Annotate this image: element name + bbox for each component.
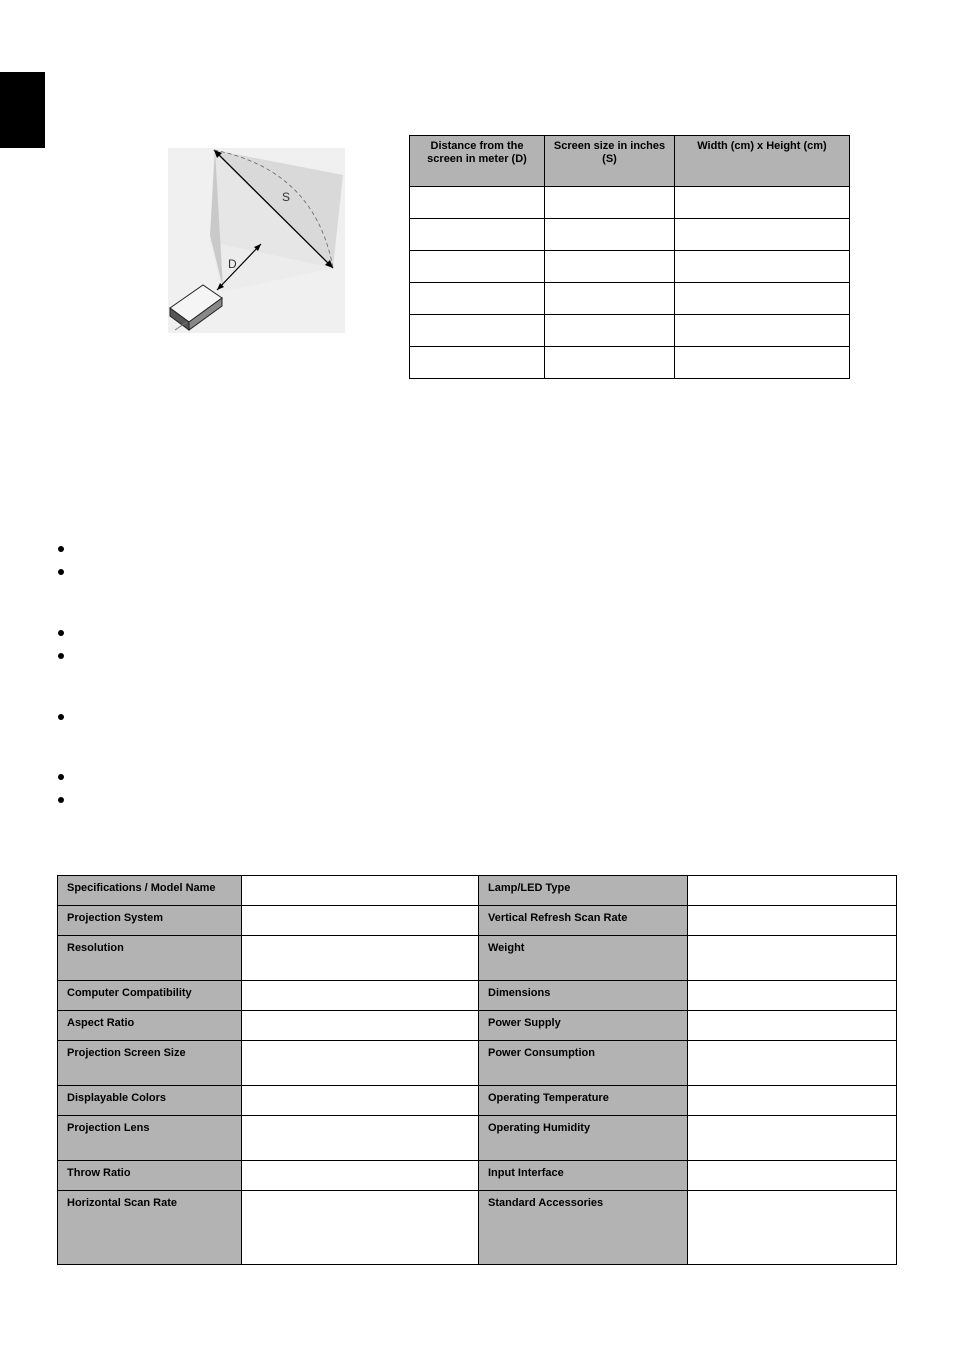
spec-value xyxy=(688,1161,897,1191)
header-distance: Distance from the screen in meter (D) xyxy=(410,136,545,187)
spec-value xyxy=(688,981,897,1011)
spec-label: Dimensions xyxy=(479,981,688,1011)
table-row xyxy=(58,1041,897,1086)
spec-value xyxy=(242,1041,479,1086)
bullet-point xyxy=(58,797,64,803)
table-row xyxy=(410,187,850,219)
spec-label: Horizontal Scan Rate xyxy=(58,1191,242,1265)
spec-value xyxy=(688,1116,897,1161)
spec-label: Projection Screen Size xyxy=(58,1041,242,1086)
bullet-point xyxy=(58,546,64,552)
table-row xyxy=(58,1086,897,1116)
spec-value xyxy=(242,1161,479,1191)
spec-label: Operating Humidity xyxy=(479,1116,688,1161)
bullet-point xyxy=(58,653,64,659)
spec-value xyxy=(242,936,479,981)
spec-value xyxy=(242,876,479,906)
header-screen-size: Screen size in inches (S) xyxy=(545,136,675,187)
bullet-point xyxy=(58,569,64,575)
spec-label: Resolution xyxy=(58,936,242,981)
table-row xyxy=(58,1191,897,1265)
table-row xyxy=(58,876,897,906)
spec-label: Weight xyxy=(479,936,688,981)
table-row xyxy=(58,906,897,936)
spec-value xyxy=(688,1191,897,1265)
spec-label: Projection System xyxy=(58,906,242,936)
spec-label: Power Supply xyxy=(479,1011,688,1041)
table-row xyxy=(58,1011,897,1041)
label-d: D xyxy=(228,257,237,271)
projection-distance-table xyxy=(409,135,850,379)
table-row xyxy=(410,347,850,379)
spec-label: Power Consumption xyxy=(479,1041,688,1086)
specifications-table xyxy=(57,875,897,1265)
table-row xyxy=(410,283,850,315)
table-row xyxy=(410,251,850,283)
spec-label: Computer Compatibility xyxy=(58,981,242,1011)
spec-label: Displayable Colors xyxy=(58,1086,242,1116)
spec-label: Aspect Ratio xyxy=(58,1011,242,1041)
projection-diagram xyxy=(165,140,350,340)
spec-label: Specifications / Model Name xyxy=(58,876,242,906)
spec-label: Input Interface xyxy=(479,1161,688,1191)
spec-label: Throw Ratio xyxy=(58,1161,242,1191)
table-row xyxy=(410,315,850,347)
table-row xyxy=(410,219,850,251)
bullet-point xyxy=(58,774,64,780)
bullet-point xyxy=(58,714,64,720)
spec-label: Lamp/LED Type xyxy=(479,876,688,906)
table-row xyxy=(58,936,897,981)
spec-label: Vertical Refresh Scan Rate xyxy=(479,906,688,936)
spec-label: Operating Temperature xyxy=(479,1086,688,1116)
label-s: S xyxy=(282,190,291,204)
spec-value xyxy=(242,981,479,1011)
spec-value xyxy=(688,1011,897,1041)
spec-label: Projection Lens xyxy=(58,1116,242,1161)
spec-label: Standard Accessories xyxy=(479,1191,688,1265)
spec-value xyxy=(242,1086,479,1116)
header-width-height: Width (cm) x Height (cm) xyxy=(675,136,850,187)
table-row xyxy=(58,981,897,1011)
spec-value xyxy=(688,906,897,936)
spec-value xyxy=(242,906,479,936)
bullet-point xyxy=(58,630,64,636)
spec-value xyxy=(242,1191,479,1265)
spec-value xyxy=(688,1041,897,1086)
chapter-tab-marker xyxy=(0,72,45,148)
spec-value xyxy=(242,1116,479,1161)
table-row xyxy=(58,1161,897,1191)
spec-value xyxy=(688,1086,897,1116)
spec-value xyxy=(242,1011,479,1041)
table-row xyxy=(58,1116,897,1161)
spec-value xyxy=(688,876,897,906)
spec-value xyxy=(688,936,897,981)
